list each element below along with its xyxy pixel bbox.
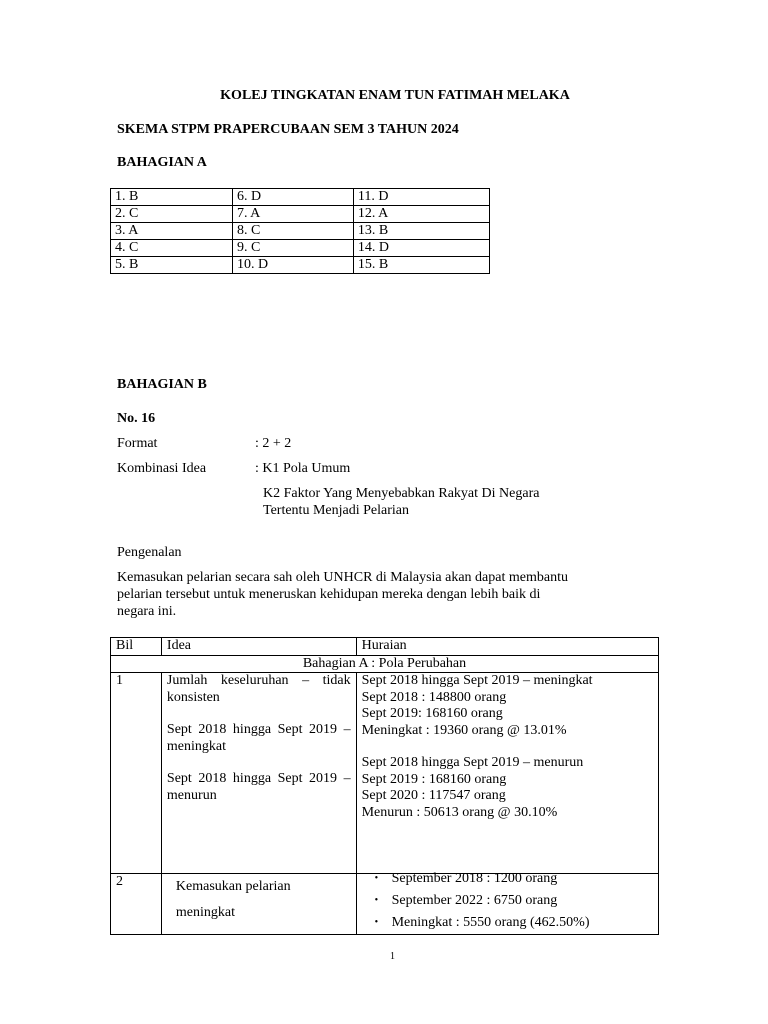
bullet-item: • Meningkat : 5550 orang (462.50%) (362, 912, 653, 934)
question-number: No. 16 (117, 411, 156, 426)
answer-cell: 1. B (111, 189, 233, 206)
format-label: Format (117, 436, 158, 451)
huraian-line: Sept 2018 : 148800 orang (361, 689, 507, 705)
kombinasi-value: : K1 Pola Umum (255, 461, 351, 476)
row-number: 1 (111, 673, 162, 874)
idea-text: Sept 2018 hingga Sept 2019 – menurun (166, 771, 351, 803)
section-a-title: BAHAGIAN A (117, 155, 207, 170)
table-row (111, 223, 490, 240)
answer-cell: 13. B (353, 223, 489, 240)
answer-cell: 3. A (111, 223, 233, 240)
table-row (111, 257, 490, 274)
kombinasi-value-2: K2 Faktor Yang Menyebabkan Rakyat Di Negara (263, 486, 540, 501)
answer-cell: 11. D (353, 189, 489, 206)
table-row (111, 189, 490, 206)
header-huraian: Huraian (356, 638, 658, 656)
huraian-line: Sept 2018 hingga Sept 2019 – menurun (361, 755, 584, 770)
huraian-cell (356, 673, 658, 874)
answer-cell: 10. D (232, 257, 353, 274)
kombinasi-value-2-cont: Tertentu Menjadi Pelarian (263, 503, 409, 518)
answer-cell: 8. C (232, 223, 353, 240)
intro-text-2: pelarian tersebut untuk meneruskan kehidupan mereka dengan lebih baik di (117, 587, 541, 602)
table-row (111, 673, 659, 874)
bullet-item: • September 2018 : 1200 orang (362, 868, 653, 890)
answer-cell: 5. B (111, 257, 233, 274)
answer-cell: 7. A (232, 206, 353, 223)
idea-text: Kemasukan pelarian (175, 879, 291, 894)
answer-cell: 6. D (232, 189, 353, 206)
bullet-item: • September 2022 : 6750 orang (362, 890, 653, 912)
page-number: 1 (390, 951, 395, 962)
section-b-title: BAHAGIAN B (117, 377, 207, 392)
row-number: 2 (111, 874, 162, 935)
header-bil: Bil (111, 638, 162, 656)
table-header-row (111, 638, 659, 656)
table-subheader-row (111, 655, 659, 673)
answer-cell: 9. C (232, 240, 353, 257)
format-value: : 2 + 2 (255, 436, 292, 451)
table-row (111, 206, 490, 223)
huraian-line: Sept 2019: 168160 orang (361, 706, 503, 721)
subheader: Bahagian A : Pola Perubahan (111, 655, 659, 673)
scheme-title: SKEMA STPM PRAPERCUBAAN SEM 3 TAHUN 2024 (117, 122, 459, 137)
intro-text-3: negara ini. (117, 604, 177, 619)
answer-cell: 12. A (353, 206, 489, 223)
answer-cell: 4. C (111, 240, 233, 257)
idea-cell (161, 874, 356, 935)
answer-cell: 2. C (111, 206, 233, 223)
huraian-line: Sept 2018 hingga Sept 2019 – meningkat (361, 673, 593, 688)
header-idea: Idea (161, 638, 356, 656)
intro-text-1: Kemasukan pelarian secara sah oleh UNHCR di Malaysia akan dapat membantu (117, 570, 568, 585)
answer-scheme-table (110, 637, 659, 935)
school-title: KOLEJ TINGKATAN ENAM TUN FATIMAH MELAKA (220, 88, 570, 103)
answer-cell: 14. D (353, 240, 489, 257)
table-row (111, 874, 659, 935)
kombinasi-label: Kombinasi Idea (117, 461, 207, 476)
idea-text: Jumlah keseluruhan – tidak konsisten (166, 673, 351, 705)
idea-cell (161, 673, 356, 874)
table-row (111, 240, 490, 257)
answer-table (110, 188, 490, 274)
intro-heading: Pengenalan (117, 545, 182, 560)
huraian-line: Sept 2019 : 168160 orang (361, 771, 507, 787)
idea-text: Sept 2018 hingga Sept 2019 – meningkat (166, 722, 351, 754)
bullet-list (362, 868, 653, 934)
huraian-cell (356, 871, 658, 935)
huraian-line: Sept 2020 : 117547 orang (361, 788, 506, 803)
idea-text: meningkat (175, 905, 236, 920)
huraian-line: Meningkat : 19360 orang @ 13.01% (361, 722, 567, 738)
answer-cell: 15. B (353, 257, 489, 274)
huraian-line: Menurun : 50613 orang @ 30.10% (361, 804, 558, 820)
